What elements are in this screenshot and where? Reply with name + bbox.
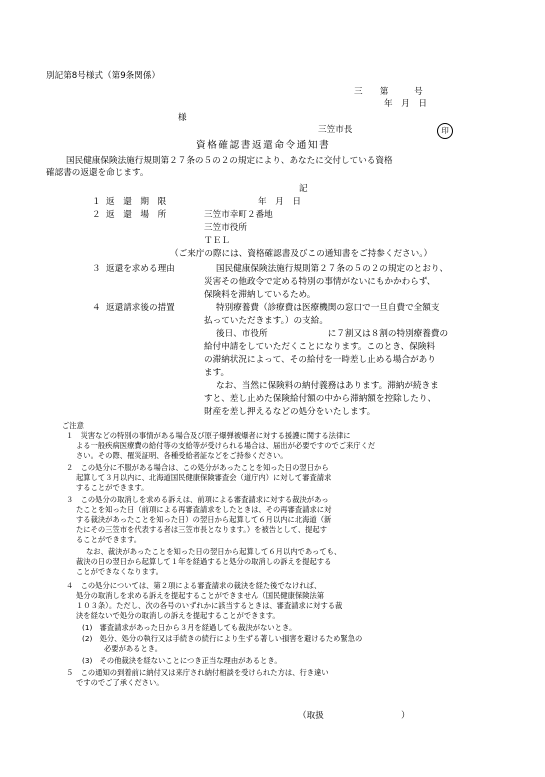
item-4-number: ４ — [92, 303, 101, 313]
document-number: 三 第 号 — [354, 87, 423, 97]
note-line: なお、裁決があったことを知った日の翌日から起算して６月以内であっても、 — [86, 547, 342, 556]
item-2-label: 返 還 場 所 — [106, 210, 167, 220]
note-line: ことができなくなります。 — [76, 567, 163, 576]
note-line: ５ この通知の到着前に納付又は来庁され納付相談を受けられた方は、行き違い — [66, 668, 329, 677]
handler-line: （取扱 ） — [298, 711, 410, 721]
item-2-line: ＴＥＬ — [204, 236, 230, 246]
item-4-line: ます。 — [204, 368, 230, 378]
issuer-name: 三笠市長 — [318, 125, 353, 135]
intro-line-1: 国民健康保険法施行規則第２７条の５の２の規定により、あなたに交付している資格 — [66, 156, 393, 166]
item-4-line: 財産を差し押えるなどの処分をいたします。 — [204, 407, 376, 417]
item-4-line: 特別療養費（診療費は医療機関の窓口で一旦自費で全額支 — [216, 303, 440, 313]
item-3-line: 国民健康保険法施行規則第２７条の５の２の規定のとおり、 — [216, 264, 449, 274]
item-4-line: 払っていただきます。）の支給。 — [204, 316, 328, 326]
note-line: ２ この処分に不服がある場合は、この処分があったことを知った日の翌日から — [66, 463, 329, 472]
note-line: たことを知った日（前項による再審査請求をしたときは、その再審査請求に対 — [76, 505, 332, 514]
item-4-line: なお、当然に保険料の納付義務はあります。滞納が続きま — [216, 381, 439, 391]
note-line: 必要があるとき。 — [104, 644, 163, 653]
issue-date: 年 月 日 — [384, 99, 427, 109]
note-line: ることができます。 — [76, 535, 142, 544]
item-3-label: 返還を求める理由 — [106, 264, 175, 274]
item-2-line: 三笠市幸町２番地 — [204, 210, 273, 220]
item-1-label: 返 還 期 限 — [106, 197, 167, 207]
note-line: ですのでご了承ください。 — [76, 678, 164, 687]
seal-stamp: 印 — [437, 123, 453, 139]
intro-line-2: 確認書の返還を命じます。 — [46, 168, 149, 178]
form-label: 別記第8号様式（第9条関係） — [46, 71, 161, 81]
note-line: ４ この処分については、第２項による審査請求の裁決を経た後でなければ、 — [66, 581, 322, 590]
note-line: よる一般疾病医療費の給付等の支給等が受けられる場合は、届出が必要ですのでご来庁くだ — [76, 441, 376, 450]
item-3-line: 保険料を滞納しているため。 — [204, 290, 316, 300]
note-line: 決を経ないで処分の取消しの訴えを提起することができます。 — [76, 611, 280, 620]
item-4-line: すと、差し止めた保険給付額の中から滞納額を控除したり、 — [204, 394, 437, 404]
item-1-number: １ — [92, 197, 101, 207]
notes-heading: ご注意 — [62, 421, 84, 430]
note-line: (2) 処分、処分の執行又は手続きの続行により生ずる著しい損害を避けるため緊急の — [82, 634, 363, 643]
document-title: 資格確認書返還命令通知書 — [196, 140, 331, 151]
note-line: たにその三笠市を代表する者は三笠市長となります。）を被告として、提起す — [76, 525, 328, 534]
note-line: 起算して３月以内に、北海道国民健康保険審査会（道庁内）に対して審査請求 — [76, 473, 332, 482]
item-4-line: 後日、市役所 に７割又は８割の特別療養費の — [216, 329, 449, 339]
note-line: (3) その他裁決を経ないことにつき正当な理由があるとき。 — [82, 656, 282, 665]
item-3-number: ３ — [92, 264, 101, 274]
item-2-note: （ご来庁の際には、資格確認書及びこの通知書をご持参ください。） — [170, 249, 433, 259]
item-1-value: 年 月 日 — [258, 197, 301, 207]
note-line: することができます。 — [76, 483, 149, 492]
item-4-line: 給付申請をしていただくことになります。このとき、保険料 — [204, 342, 436, 352]
note-line: 裁決の日の翌日から起算して１年を経過すると処分の取消しの訴えを提起する — [76, 557, 332, 566]
item-4-line: の滞納状況によって、その給付を一時差し止める場合があり — [204, 355, 436, 365]
item-3-line: 災害その他政令で定める特別の事情がないにもかかわらず、 — [204, 277, 436, 287]
note-line: １０３条）。ただし、次の各号のいずれかに該当するときは、審査請求に対する裁 — [76, 601, 343, 610]
note-line: する裁決があったことを知った日）の翌日から起算して６月以内に北海道（新 — [76, 515, 332, 524]
note-line: 処分の取消しを求める訴えを提起することができません（国民健康保険法第 — [76, 591, 325, 600]
item-2-line: 三笠市役所 — [204, 223, 247, 233]
ki-heading: 記 — [299, 184, 308, 194]
note-line: １ 災害などの特別の事情がある場合及び原子爆弾被爆者に対する援護に関する法律に — [66, 431, 351, 440]
item-2-number: ２ — [92, 210, 101, 220]
note-line: さい。その際、罹災証明、各種受給者証などをご持参ください。 — [76, 451, 288, 460]
item-4-label: 返還請求後の措置 — [106, 303, 175, 313]
addressee-sama: 様 — [178, 113, 187, 123]
note-line: (1) 審査請求があった日から３月を経過しても裁決がないとき。 — [82, 623, 297, 632]
note-line: ３ この処分の取消しを求める訴えは、前項による審査請求に対する裁決があっ — [66, 495, 329, 504]
